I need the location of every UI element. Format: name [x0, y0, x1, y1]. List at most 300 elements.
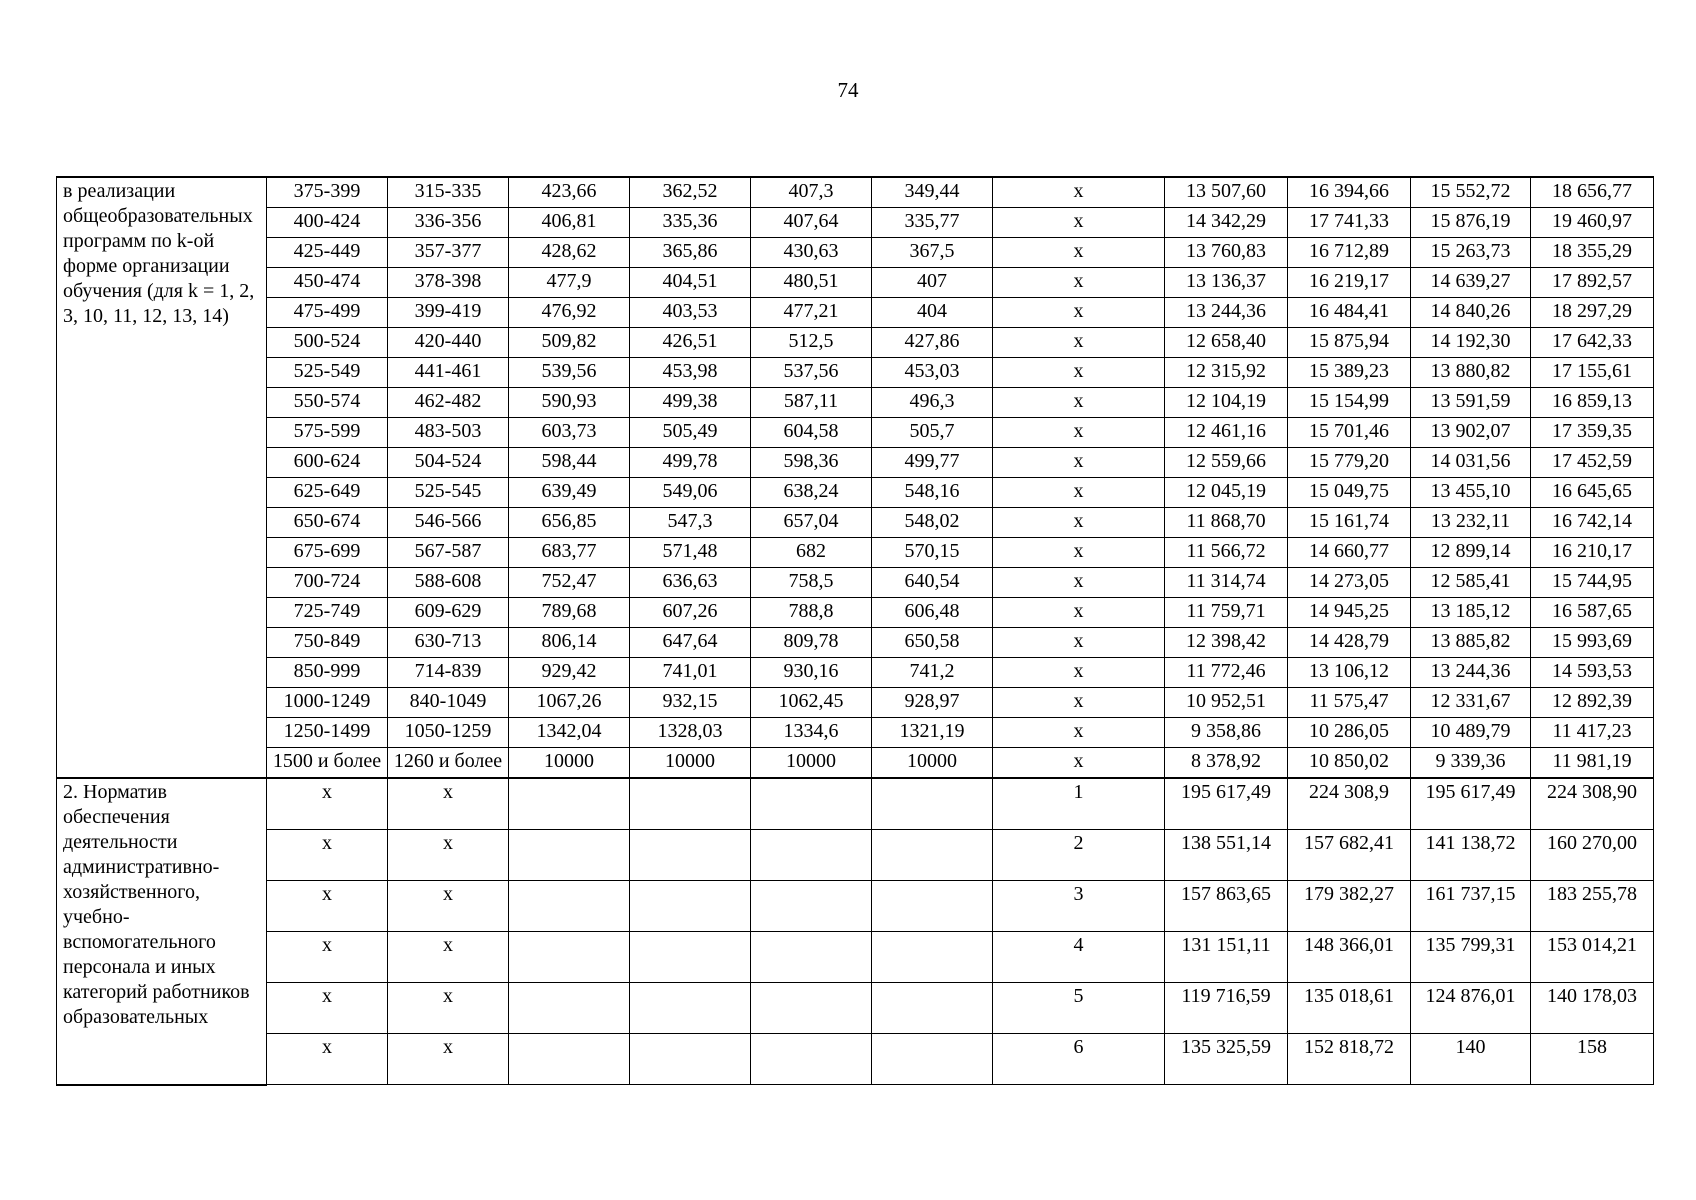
table-cell: 378-398 [388, 268, 509, 298]
table-cell: 11 981,19 [1531, 748, 1654, 779]
table-cell [751, 881, 872, 932]
table-cell: 365,86 [630, 238, 751, 268]
table-cell: 183 255,78 [1531, 881, 1654, 932]
table-cell: 750-849 [267, 628, 388, 658]
table-cell: 12 461,16 [1165, 418, 1288, 448]
table-cell: 2 [993, 830, 1165, 881]
section2-label: 2. Норматив обеспечения деятельности административно-хозяйственного, учебно-вспомогательного персонала и иных категорий работников образовательных [57, 778, 267, 1085]
table-cell: 1328,03 [630, 718, 751, 748]
table-cell: 6 [993, 1034, 1165, 1085]
table-cell: 462-482 [388, 388, 509, 418]
page-number: 74 [837, 78, 859, 102]
table-cell: 15 876,19 [1411, 208, 1531, 238]
table-cell: 1342,04 [509, 718, 630, 748]
table-cell: 10 952,51 [1165, 688, 1288, 718]
table-row [57, 598, 1654, 628]
table-cell: 477,9 [509, 268, 630, 298]
table-cell: 17 155,61 [1531, 358, 1654, 388]
table-cell: 930,16 [751, 658, 872, 688]
table-cell: x [993, 628, 1165, 658]
table-cell: x [388, 983, 509, 1034]
table-cell: 8 378,92 [1165, 748, 1288, 779]
table-cell: 224 308,90 [1531, 778, 1654, 830]
table-cell: 475-499 [267, 298, 388, 328]
table-cell: 9 358,86 [1165, 718, 1288, 748]
table-row [57, 628, 1654, 658]
table-cell: 12 315,92 [1165, 358, 1288, 388]
table-cell: 13 136,37 [1165, 268, 1288, 298]
table-cell: 14 840,26 [1411, 298, 1531, 328]
table-cell [872, 932, 993, 983]
table-cell: 16 859,13 [1531, 388, 1654, 418]
table-cell: 16 219,17 [1288, 268, 1411, 298]
table-cell: 400-424 [267, 208, 388, 238]
table-cell: 505,49 [630, 418, 751, 448]
table-cell: 135 325,59 [1165, 1034, 1288, 1085]
table-cell: 10000 [630, 748, 751, 779]
table-cell [630, 830, 751, 881]
table-cell: x [993, 478, 1165, 508]
table-cell: 630-713 [388, 628, 509, 658]
table-cell: 15 154,99 [1288, 388, 1411, 418]
table-cell: 499,38 [630, 388, 751, 418]
table-cell: 650,58 [872, 628, 993, 658]
table-cell [872, 881, 993, 932]
table-cell: 587,11 [751, 388, 872, 418]
table-cell: 17 892,57 [1531, 268, 1654, 298]
table-cell: 453,03 [872, 358, 993, 388]
table-cell: 636,63 [630, 568, 751, 598]
table-cell: 928,97 [872, 688, 993, 718]
table-cell: 423,66 [509, 177, 630, 208]
table-cell: 224 308,9 [1288, 778, 1411, 830]
table-cell: 16 645,65 [1531, 478, 1654, 508]
table-row [57, 932, 1654, 983]
table-cell: 453,98 [630, 358, 751, 388]
table-cell: 741,01 [630, 658, 751, 688]
table-cell: 124 876,01 [1411, 983, 1531, 1034]
table-cell: 1500 и более [267, 748, 388, 779]
table-cell: 427,86 [872, 328, 993, 358]
table-cell: 656,85 [509, 508, 630, 538]
table-cell: 16 742,14 [1531, 508, 1654, 538]
table-cell: x [993, 658, 1165, 688]
table-cell [872, 778, 993, 830]
table-cell: 15 161,74 [1288, 508, 1411, 538]
table-cell: 13 885,82 [1411, 628, 1531, 658]
table-cell: x [993, 508, 1165, 538]
table-row [57, 568, 1654, 598]
table-cell: 505,7 [872, 418, 993, 448]
table-cell: x [267, 983, 388, 1034]
table-cell: 15 049,75 [1288, 478, 1411, 508]
table-cell [509, 881, 630, 932]
table-cell: 10 489,79 [1411, 718, 1531, 748]
table-cell: x [267, 932, 388, 983]
table-cell: 509,82 [509, 328, 630, 358]
table-cell: 403,53 [630, 298, 751, 328]
table-row [57, 238, 1654, 268]
table-cell: 15 744,95 [1531, 568, 1654, 598]
table-cell: 14 192,30 [1411, 328, 1531, 358]
table-cell: 18 355,29 [1531, 238, 1654, 268]
table-cell: 367,5 [872, 238, 993, 268]
table-cell: 549,06 [630, 478, 751, 508]
table-cell: 525-549 [267, 358, 388, 388]
table-cell: 588-608 [388, 568, 509, 598]
table-cell: 13 244,36 [1411, 658, 1531, 688]
table-row [57, 478, 1654, 508]
table-cell: 4 [993, 932, 1165, 983]
table-cell: 571,48 [630, 538, 751, 568]
table-cell: 158 [1531, 1034, 1654, 1085]
table-cell: 14 342,29 [1165, 208, 1288, 238]
table-cell: x [993, 238, 1165, 268]
table-row [57, 658, 1654, 688]
table-cell: 3 [993, 881, 1165, 932]
table-cell: 604,58 [751, 418, 872, 448]
table-cell: 131 151,11 [1165, 932, 1288, 983]
table-cell: 752,47 [509, 568, 630, 598]
table-cell: 18 297,29 [1531, 298, 1654, 328]
table-cell: 590,93 [509, 388, 630, 418]
table-cell: 119 716,59 [1165, 983, 1288, 1034]
table-cell [509, 932, 630, 983]
table-cell: 683,77 [509, 538, 630, 568]
table-cell: 809,78 [751, 628, 872, 658]
table-cell: 638,24 [751, 478, 872, 508]
table-cell: 12 899,14 [1411, 538, 1531, 568]
table-cell: 13 880,82 [1411, 358, 1531, 388]
table-cell: 17 359,35 [1531, 418, 1654, 448]
table-cell: 598,44 [509, 448, 630, 478]
table-cell: 476,92 [509, 298, 630, 328]
table-cell: x [993, 358, 1165, 388]
table-cell: 741,2 [872, 658, 993, 688]
table-cell: 13 455,10 [1411, 478, 1531, 508]
table-cell: 512,5 [751, 328, 872, 358]
table-cell: 603,73 [509, 418, 630, 448]
table-cell: 547,3 [630, 508, 751, 538]
table-row [57, 688, 1654, 718]
table-cell: 13 591,59 [1411, 388, 1531, 418]
table-cell: x [993, 268, 1165, 298]
table-cell: 157 682,41 [1288, 830, 1411, 881]
table-cell: 12 398,42 [1165, 628, 1288, 658]
table-row [57, 177, 1654, 208]
table-cell: 600-624 [267, 448, 388, 478]
table-cell: 15 263,73 [1411, 238, 1531, 268]
table-cell: 10 286,05 [1288, 718, 1411, 748]
table-cell: 335,77 [872, 208, 993, 238]
table-cell: 179 382,27 [1288, 881, 1411, 932]
table-cell: 499,78 [630, 448, 751, 478]
table-row [57, 830, 1654, 881]
table-cell: x [267, 1034, 388, 1085]
table-cell: x [993, 748, 1165, 779]
table-row [57, 718, 1654, 748]
table-cell: 570,15 [872, 538, 993, 568]
table-cell: 11 575,47 [1288, 688, 1411, 718]
table-cell: 1067,26 [509, 688, 630, 718]
table-cell: 18 656,77 [1531, 177, 1654, 208]
table-cell: 407,64 [751, 208, 872, 238]
table-cell: 315-335 [388, 177, 509, 208]
table-cell: 1321,19 [872, 718, 993, 748]
table-cell: 10000 [872, 748, 993, 779]
table-cell: 10000 [509, 748, 630, 779]
table-cell: x [993, 418, 1165, 448]
table-cell: 450-474 [267, 268, 388, 298]
table-cell: 14 660,77 [1288, 538, 1411, 568]
table-cell: 11 868,70 [1165, 508, 1288, 538]
table-cell: 1260 и более [388, 748, 509, 779]
table-cell: 10000 [751, 748, 872, 779]
table-cell: 15 389,23 [1288, 358, 1411, 388]
table-cell: x [388, 778, 509, 830]
table-cell: 1334,6 [751, 718, 872, 748]
table-cell [509, 1034, 630, 1085]
table-cell: 14 593,53 [1531, 658, 1654, 688]
table-cell: 850-999 [267, 658, 388, 688]
table-cell: 15 552,72 [1411, 177, 1531, 208]
table-cell: 607,26 [630, 598, 751, 628]
table-cell: 647,64 [630, 628, 751, 658]
table-body [57, 177, 1654, 1085]
table-cell: 426,51 [630, 328, 751, 358]
table-cell: 500-524 [267, 328, 388, 358]
table-cell: 16 210,17 [1531, 538, 1654, 568]
table-cell [630, 983, 751, 1034]
table-cell: 483-503 [388, 418, 509, 448]
table-cell: 335,36 [630, 208, 751, 238]
table-cell: 13 244,36 [1165, 298, 1288, 328]
table-cell: 135 018,61 [1288, 983, 1411, 1034]
table-cell: 404,51 [630, 268, 751, 298]
table-cell: 525-545 [388, 478, 509, 508]
table-cell: 430,63 [751, 238, 872, 268]
table-cell: 504-524 [388, 448, 509, 478]
table-cell [872, 1034, 993, 1085]
table-cell: 550-574 [267, 388, 388, 418]
table-cell: 399-419 [388, 298, 509, 328]
table-cell: 15 779,20 [1288, 448, 1411, 478]
table-cell: x [388, 830, 509, 881]
table-cell: 406,81 [509, 208, 630, 238]
table-cell: 195 617,49 [1165, 778, 1288, 830]
table-cell [872, 830, 993, 881]
table-cell: 12 559,66 [1165, 448, 1288, 478]
table-cell: 152 818,72 [1288, 1034, 1411, 1085]
table-cell: 675-699 [267, 538, 388, 568]
table-cell [751, 983, 872, 1034]
table-cell: 598,36 [751, 448, 872, 478]
table-cell: 16 394,66 [1288, 177, 1411, 208]
table-cell [751, 778, 872, 830]
table-cell: 195 617,49 [1411, 778, 1531, 830]
table-cell: 12 104,19 [1165, 388, 1288, 418]
table-cell: 357-377 [388, 238, 509, 268]
table-cell: x [993, 208, 1165, 238]
table-cell: 12 892,39 [1531, 688, 1654, 718]
table-cell: 548,02 [872, 508, 993, 538]
table-cell: x [267, 881, 388, 932]
table-cell: 428,62 [509, 238, 630, 268]
table-cell: x [993, 328, 1165, 358]
table-row [57, 881, 1654, 932]
table-cell: 17 741,33 [1288, 208, 1411, 238]
table-row [57, 358, 1654, 388]
table-cell: 1250-1499 [267, 718, 388, 748]
table-cell: 17 452,59 [1531, 448, 1654, 478]
table-cell [630, 1034, 751, 1085]
table-cell: 11 314,74 [1165, 568, 1288, 598]
table-cell: 5 [993, 983, 1165, 1034]
table-cell [751, 1034, 872, 1085]
table-cell: 12 045,19 [1165, 478, 1288, 508]
table-cell: x [993, 598, 1165, 628]
table-cell: 375-399 [267, 177, 388, 208]
table-cell: 1000-1249 [267, 688, 388, 718]
table-cell: x [993, 718, 1165, 748]
table-cell: x [993, 177, 1165, 208]
table-cell: 609-629 [388, 598, 509, 628]
table-cell: 138 551,14 [1165, 830, 1288, 881]
table-cell: 806,14 [509, 628, 630, 658]
table-cell: x [993, 298, 1165, 328]
table-cell: 407,3 [751, 177, 872, 208]
table-cell: 657,04 [751, 508, 872, 538]
table-cell: 10 850,02 [1288, 748, 1411, 779]
table-cell: 537,56 [751, 358, 872, 388]
table-cell: 161 737,15 [1411, 881, 1531, 932]
table-cell: x [993, 448, 1165, 478]
section1-label: в реализации общеобразовательных программ по k-ой форме организации обучения (для k = 1, 2, 3, 10, 11, 12, 13, 14) [57, 177, 267, 778]
table-cell: 714-839 [388, 658, 509, 688]
table-cell: x [388, 1034, 509, 1085]
table-cell: 13 760,83 [1165, 238, 1288, 268]
table-cell: 14 273,05 [1288, 568, 1411, 598]
table-cell [630, 881, 751, 932]
table-cell: 567-587 [388, 538, 509, 568]
table-cell: x [388, 881, 509, 932]
table-row [57, 778, 1654, 830]
table-cell [630, 778, 751, 830]
table-cell: 1050-1259 [388, 718, 509, 748]
table-cell: x [993, 538, 1165, 568]
table-row [57, 208, 1654, 238]
table-cell: x [267, 778, 388, 830]
table-row [57, 268, 1654, 298]
table-cell: 12 331,67 [1411, 688, 1531, 718]
table-cell: 336-356 [388, 208, 509, 238]
table-cell [509, 830, 630, 881]
table-cell: 14 639,27 [1411, 268, 1531, 298]
table-cell: 639,49 [509, 478, 630, 508]
table-cell: 12 658,40 [1165, 328, 1288, 358]
table-cell: 407 [872, 268, 993, 298]
table-cell: 929,42 [509, 658, 630, 688]
table-cell [509, 778, 630, 830]
table-cell: 362,52 [630, 177, 751, 208]
table-cell: 13 902,07 [1411, 418, 1531, 448]
table-cell: 640,54 [872, 568, 993, 598]
table-cell: 12 585,41 [1411, 568, 1531, 598]
table-cell: 17 642,33 [1531, 328, 1654, 358]
table-cell: x [993, 388, 1165, 418]
table-cell: 14 428,79 [1288, 628, 1411, 658]
table-cell: x [993, 688, 1165, 718]
table-cell: 15 701,46 [1288, 418, 1411, 448]
normative-table [56, 176, 1654, 1086]
table-cell: 16 484,41 [1288, 298, 1411, 328]
table-cell: 539,56 [509, 358, 630, 388]
table-cell [751, 932, 872, 983]
table-cell: 11 772,46 [1165, 658, 1288, 688]
table-row [57, 298, 1654, 328]
table-cell: 548,16 [872, 478, 993, 508]
table-cell: 682 [751, 538, 872, 568]
table-cell: 932,15 [630, 688, 751, 718]
table-cell: 14 031,56 [1411, 448, 1531, 478]
table-row [57, 538, 1654, 568]
table-cell: 153 014,21 [1531, 932, 1654, 983]
table-row [57, 748, 1654, 779]
table-row [57, 418, 1654, 448]
table-row [57, 1034, 1654, 1085]
table-cell: 441-461 [388, 358, 509, 388]
table-cell: 135 799,31 [1411, 932, 1531, 983]
table-cell: 575-599 [267, 418, 388, 448]
table-cell: 19 460,97 [1531, 208, 1654, 238]
table-cell: 140 [1411, 1034, 1531, 1085]
table-cell [751, 830, 872, 881]
table-cell: 1 [993, 778, 1165, 830]
table-cell: 758,5 [751, 568, 872, 598]
table-cell: x [388, 932, 509, 983]
table-cell: 15 993,69 [1531, 628, 1654, 658]
table-cell: 160 270,00 [1531, 830, 1654, 881]
table-row [57, 983, 1654, 1034]
table-cell: 625-649 [267, 478, 388, 508]
table-cell: 788,8 [751, 598, 872, 628]
table-cell: 141 138,72 [1411, 830, 1531, 881]
table-cell: 9 339,36 [1411, 748, 1531, 779]
table-cell: 16 587,65 [1531, 598, 1654, 628]
table-cell: 11 566,72 [1165, 538, 1288, 568]
table-cell [509, 983, 630, 1034]
table-cell: 420-440 [388, 328, 509, 358]
table-cell: 148 366,01 [1288, 932, 1411, 983]
table-cell: 1062,45 [751, 688, 872, 718]
table-row [57, 508, 1654, 538]
table-cell: 140 178,03 [1531, 983, 1654, 1034]
table-cell: 606,48 [872, 598, 993, 628]
table-row [57, 448, 1654, 478]
table-cell: 13 106,12 [1288, 658, 1411, 688]
table-cell: x [267, 830, 388, 881]
table-row [57, 328, 1654, 358]
table-cell: 16 712,89 [1288, 238, 1411, 268]
table-cell: 477,21 [751, 298, 872, 328]
table-cell: 546-566 [388, 508, 509, 538]
table-cell: 496,3 [872, 388, 993, 418]
table-cell: x [993, 568, 1165, 598]
table-row [57, 388, 1654, 418]
table-cell: 840-1049 [388, 688, 509, 718]
table-cell: 425-449 [267, 238, 388, 268]
table-cell: 11 759,71 [1165, 598, 1288, 628]
